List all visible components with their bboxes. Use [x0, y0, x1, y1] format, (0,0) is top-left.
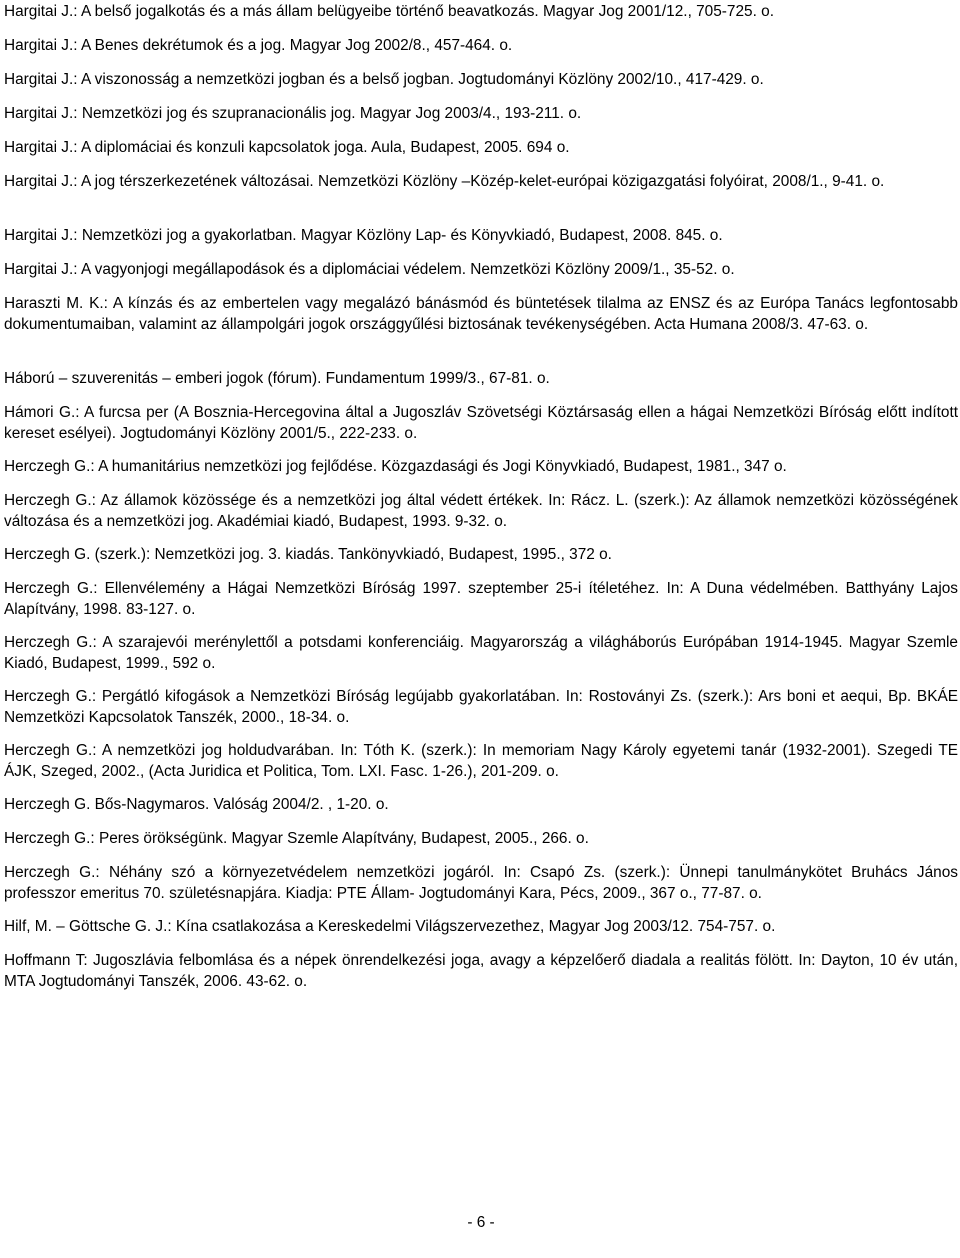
bibliography-entry: Herczegh G.: Ellenvélemény a Hágai Nemzetközi Bíróság 1997. szeptember 25-i ítéletéhez. In: A Duna védelmében. Batthyány Lajos Alapítvány, 1998. 83-127. o.: [4, 580, 958, 618]
bibliography-entry: Herczegh G.: Az államok közössége és a nemzetközi jog által védett értékek. In: Rácz. L. (szerk.): Az államok nemzetközi közösségének változása és a nemzetközi jog. Akadémiai kiadó, Budapest, 1993. 9-32. o.: [4, 492, 958, 530]
bibliography-entry: Herczegh G. (szerk.): Nemzetközi jog. 3. kiadás. Tankönyvkiadó, Budapest, 1995., 372 o.: [4, 546, 612, 563]
bibliography-entry: Herczegh G.: A nemzetközi jog holdudvarában. In: Tóth K. (szerk.): In memoriam Nagy Károly egyetemi tanár (1932-2001). Szegedi TE ÁJK, Szeged, 2002., (Acta Juridica et Politica, Tom. LXI. Fasc. 1-26.), 201-209. o.: [4, 742, 958, 780]
bibliography-entry: Hargitai J.: A jog térszerkezetének változásai. Nemzetközi Közlöny –Közép-kelet-európai közigazgatási folyóirat, 2008/1., 9-41. o.: [4, 173, 885, 190]
bibliography-entry: Herczegh G.: Néhány szó a környezetvédelem nemzetközi jogáról. In: Csapó Zs. (szerk.): Ünnepi tanulmánykötet Bruhács János professzor emeritus 70. születésnapjára. Kiadja: PTE Állam- Jogtudományi Kara, Pécs, 2009., 367 o., 77-87. o.: [4, 864, 958, 902]
bibliography-entry: Háború – szuverenitás – emberi jogok (fórum). Fundamentum 1999/3., 67-81. o.: [4, 370, 550, 387]
document-page: [4, 0, 958, 1258]
bibliography-entry: Hargitai J.: A diplomáciai és konzuli kapcsolatok joga. Aula, Budapest, 2005. 694 o.: [4, 139, 570, 156]
bibliography-entry: Herczegh G.: Pergátló kifogások a Nemzetközi Bíróság legújabb gyakorlatában. In: Rostoványi Zs. (szerk.): Ars boni et aequi, Bp. BKÁE Nemzetközi Kapcsolatok Tanszék, 2000., 18-34. o.: [4, 688, 958, 726]
bibliography-entry: Hargitai J.: A belső jogalkotás és a más állam belügyeibe történő beavatkozás. Magyar Jog 2001/12., 705-725. o.: [4, 3, 774, 20]
bibliography-entry: Hargitai J.: Nemzetközi jog a gyakorlatban. Magyar Közlöny Lap- és Könyvkiadó, Budapest, 2008. 845. o.: [4, 227, 723, 244]
bibliography-entry: Hilf, M. – Göttsche G. J.: Kína csatlakozása a Kereskedelmi Világszervezethez, Magyar Jog 2003/12. 754-757. o.: [4, 918, 776, 935]
bibliography-entry: Herczegh G.: A szarajevói merénylettől a potsdami konferenciáig. Magyarország a világháborús Európában 1914-1945. Magyar Szemle Kiadó, Budapest, 1999., 592 o.: [4, 634, 958, 672]
bibliography-entry: Haraszti M. K.: A kínzás és az embertelen vagy megalázó bánásmód és büntetések tilalma az ENSZ és az Európa Tanács legfontosabb dokumentumaiban, valamint az állampolgári jogok országgyűlési biztosának tevékenységében. Acta Humana 2008/3. 47-63. o.: [4, 295, 958, 333]
bibliography-entry: Hargitai J.: A vagyonjogi megállapodások és a diplomáciai védelem. Nemzetközi Közlöny 2009/1., 35-52. o.: [4, 261, 735, 278]
bibliography-entry: Hargitai J.: A Benes dekrétumok és a jog. Magyar Jog 2002/8., 457-464. o.: [4, 37, 513, 54]
bibliography-entry: Hámori G.: A furcsa per (A Bosznia-Hercegovina által a Jugoszláv Szövetségi Köztársaság ellen a hágai Nemzetközi Bíróság előtt indított kereset esélyei). Jogtudományi Közlöny 2001/5., 222-233. o.: [4, 404, 958, 442]
bibliography-entry: Hoffmann T: Jugoszlávia felbomlása és a népek önrendelkezési joga, avagy a képzelőerő diadala a realitás fölött. In: Dayton, 10 év után, MTA Jogtudományi Tanszék, 2006. 43-62. o.: [4, 952, 958, 990]
bibliography-entry: Herczegh G. Bős-Nagymaros. Valóság 2004/2. , 1-20. o.: [4, 796, 389, 813]
bibliography-entry: Herczegh G.: A humanitárius nemzetközi jog fejlődése. Közgazdasági és Jogi Könyvkiadó, Budapest, 1981., 347 o.: [4, 458, 787, 475]
bibliography-entry: Herczegh G.: Peres örökségünk. Magyar Szemle Alapítvány, Budapest, 2005., 266. o.: [4, 830, 589, 847]
bibliography-entry: Hargitai J.: A viszonosság a nemzetközi jogban és a belső jogban. Jogtudományi Közlöny 2002/10., 417-429. o.: [4, 71, 764, 88]
page-number: - 6 -: [467, 1214, 495, 1231]
bibliography-entry: Hargitai J.: Nemzetközi jog és szupranacionális jog. Magyar Jog 2003/4., 193-211. o.: [4, 105, 582, 122]
